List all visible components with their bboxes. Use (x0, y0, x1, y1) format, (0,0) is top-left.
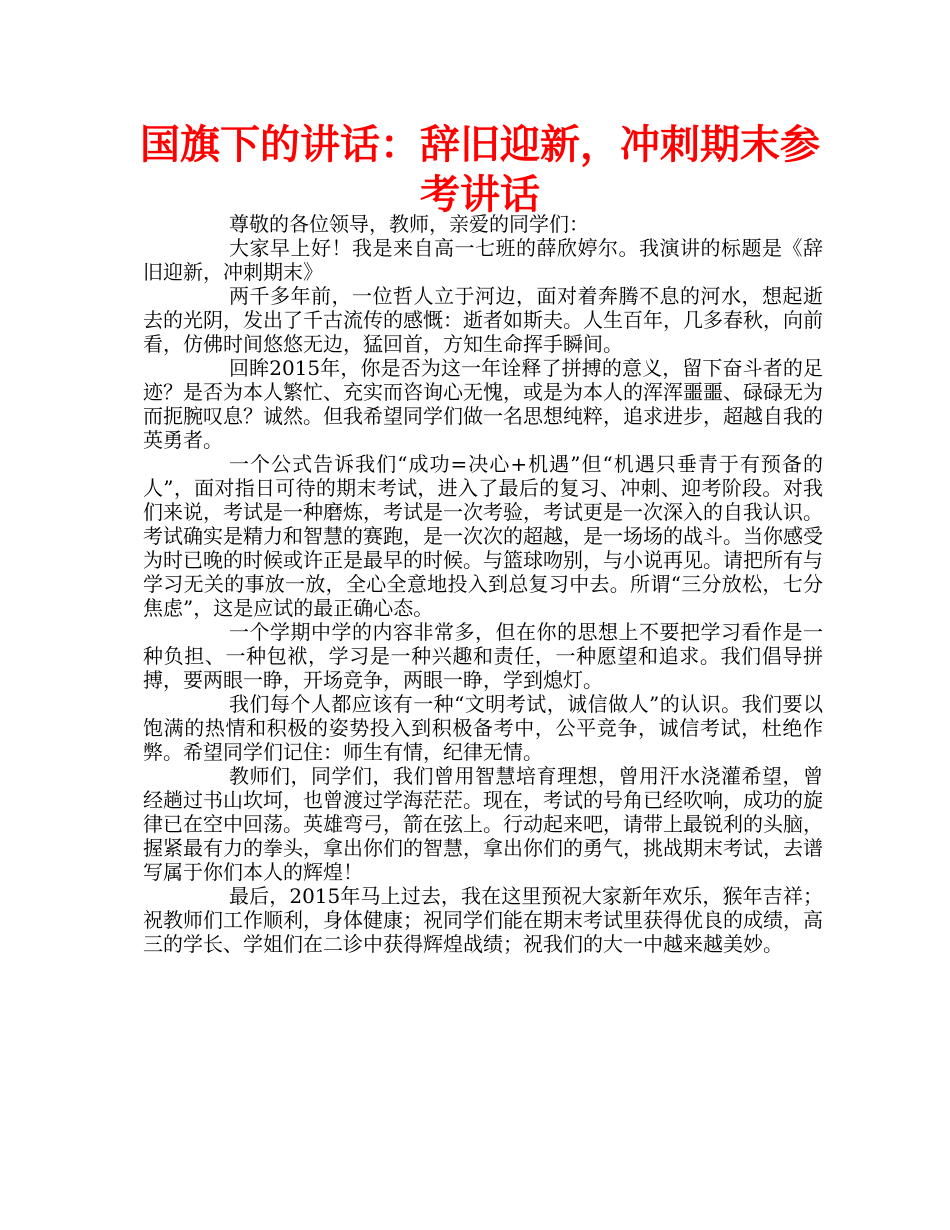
document-body (143, 212, 823, 956)
paragraph: 一个学期中学的内容非常多，但在你的思想上不要把学习看作是一种负担、一种包袱，学习是一种兴趣和责任，一种愿望和追求。我们倡导拼搏，要两眼一睁，开场竞争，两眼一睁，学到熄灯。 (143, 620, 823, 692)
paragraph-salutation: 尊敬的各位领导，教师，亲爱的同学们： (229, 212, 589, 236)
paragraph: 我们每个人都应该有一种“文明考试，诚信做人”的认识。我们要以饱满的热情和积极的姿势投入到积极备考中，公平竞争，诚信考试，杜绝作弊。希望同学们记住：师生有情，纪律无情。 (143, 692, 823, 764)
paragraph: 一个公式告诉我们“成功=决心+机遇”但“机遇只垂青于有预备的人”，面对指日可待的期末考试，进入了最后的复习、冲刺、迎考阶段。对我们来说，考试是一种磨炼，考试是一次考验，考试更是一次深入的自我认识。考试确实是精力和智慧的赛跑，是一次次的超越，是一场场的战斗。当你感受为时已晚的时候或许正是最早的时候。与篮球吻别，与小说再见。请把所有与学习无关的事放一放，全心全意地投入到总复习中去。所谓“三分放松，七分焦虑”，这是应试的最正确心态。 (143, 452, 823, 620)
paragraph-greeting: 大家早上好！我是来自高一七班的薛欣婷尔。我演讲的标题是《辞旧迎新，冲刺期末》 (143, 236, 823, 284)
paragraph-closing: 最后，2015年马上过去，我在这里预祝大家新年欢乐，猴年吉祥；祝教师们工作顺利，身体健康；祝同学们能在期末考试里获得优良的成绩，高三的学长、学姐们在二诊中获得辉煌战绩；祝我们的大一中越来越美妙。 (143, 884, 823, 956)
paragraph: 教师们，同学们，我们曾用智慧培育理想，曾用汗水浇灌希望，曾经趟过书山坎坷，也曾渡过学海茫茫。现在，考试的号角已经吹响，成功的旋律已在空中回荡。英雄弯弓，箭在弦上。行动起来吧，请带上最锐利的头脑，握紧最有力的拳头，拿出你们的智慧，拿出你们的勇气，挑战期末考试，去谱写属于你们本人的辉煌！ (143, 764, 823, 884)
document-title: 国旗下的讲话：辞旧迎新，冲刺期末参考讲话 (140, 122, 820, 218)
paragraph: 回眸2015年，你是否为这一年诠释了拼搏的意义，留下奋斗者的足迹？是否为本人繁忙、充实而咨询心无愧，或是为本人的浑浑噩噩、碌碌无为而扼腕叹息？诚然。但我希望同学们做一名思想纯粹，追求进步，超越自我的英勇者。 (143, 356, 823, 452)
paragraph: 两千多年前，一位哲人立于河边，面对着奔腾不息的河水，想起逝去的光阴，发出了千古流传的感慨：逝者如斯夫。人生百年，几多春秋，向前看，仿佛时间悠悠无边，猛回首，方知生命挥手瞬间。 (143, 284, 823, 356)
